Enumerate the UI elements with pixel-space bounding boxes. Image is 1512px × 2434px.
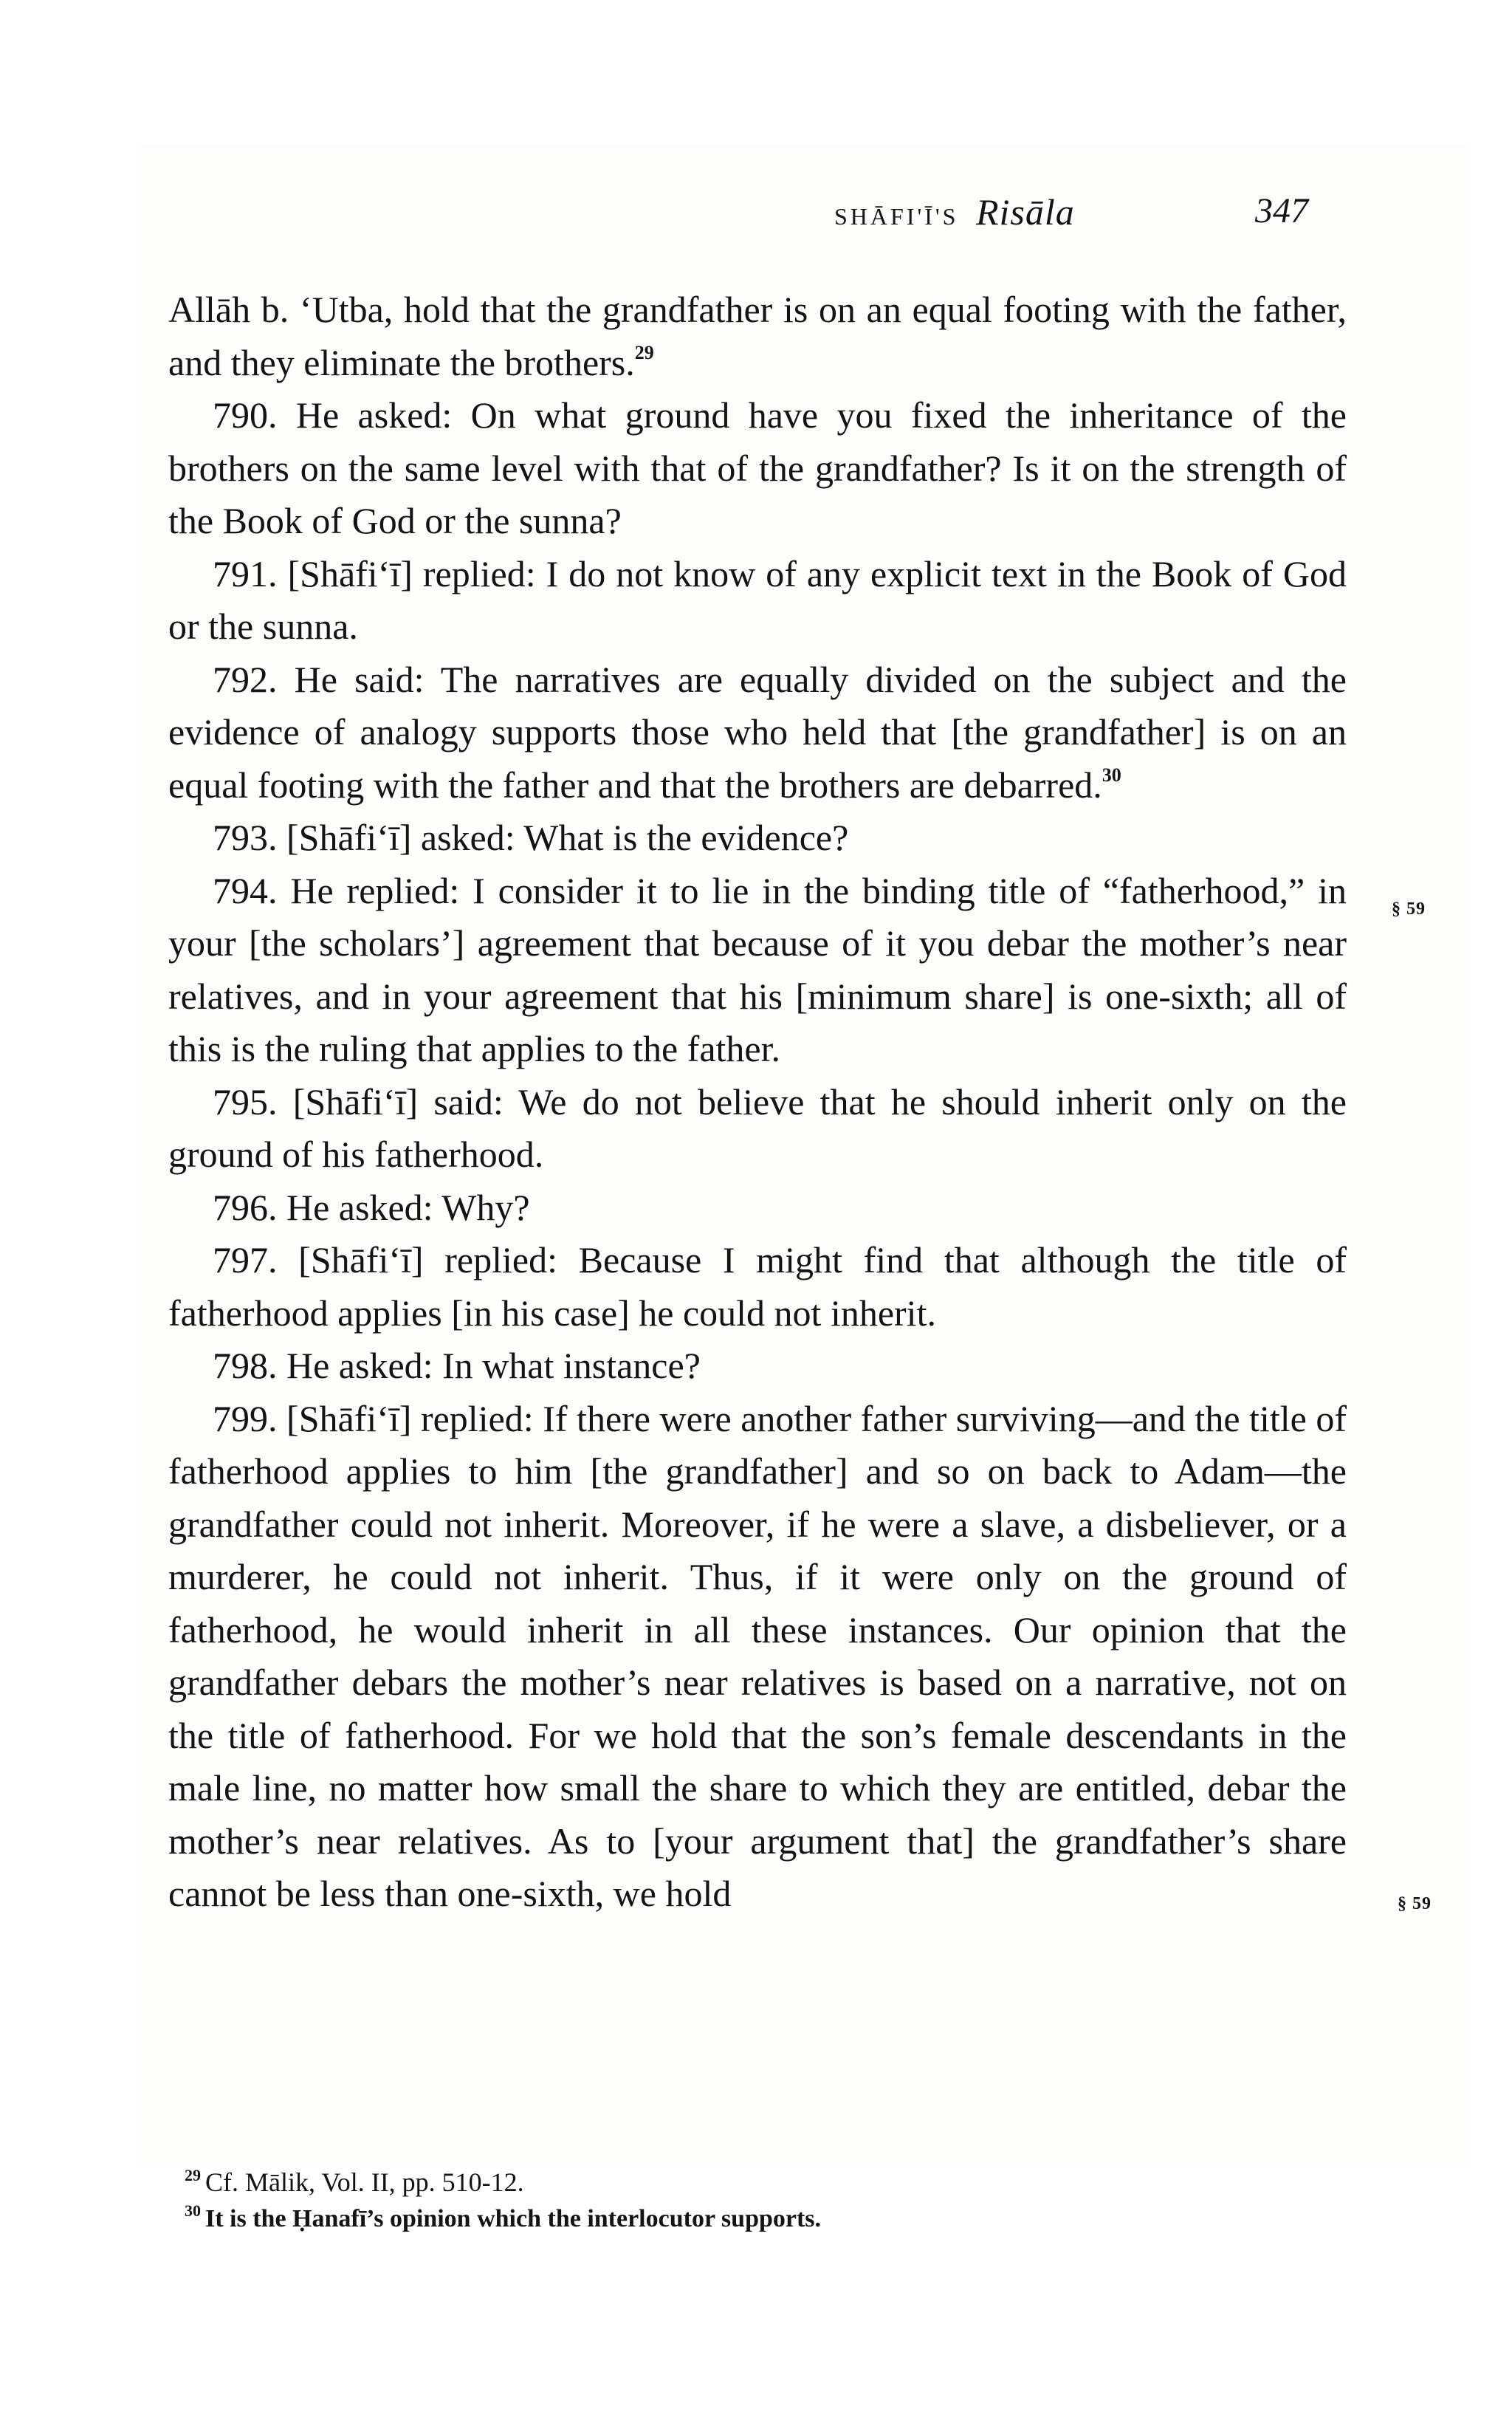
paragraph-794 <box>168 865 1347 1076</box>
running-title-author: SHĀFI'Ī'S <box>834 203 959 230</box>
paragraph-798 <box>168 1340 1347 1393</box>
paragraph-text: 792. He said: The narratives are equally divided on the subject and the evidence of analogy supports those who held that [the grandfather] is on an equal footing with the father and that the brothers are debarred. <box>168 658 1347 806</box>
paragraph-792 <box>168 654 1347 812</box>
paragraph-796 <box>168 1182 1347 1235</box>
paragraph-text: 798. He asked: In what instance? <box>213 1345 701 1386</box>
paragraph-text: Allāh b. ʻUtba, hold that the grandfather is on an equal footing with the father, and they eliminate the brothers. <box>168 289 1347 383</box>
paragraph-text: 799. [Shāfiʻī] replied: If there were another father surviving—and the title of fatherhood applies to him [the grandfather] and so on back to Adam—the grandfather could not inherit. Moreover, if he were a slave, a disbeliever, or a murderer, he could not inherit. Thus, if it were only on the ground of fatherhood, he would inherit in all these instances. Our opinion that the grandfather debars the mother’s near relatives is based on a narrative, not on the title of fatherhood. For we hold that the son’s female descendants in the male line, no matter how small the share to which they are entitled, debar the mother’s near relatives. As to [your argument that] the grandfather’s share cannot be less than one-sixth, we hold <box>168 1397 1347 1914</box>
footnote-30 <box>185 2201 1292 2238</box>
footnote-mark: 30 <box>185 2201 201 2220</box>
running-title <box>834 191 1075 233</box>
footnote-ref-30[interactable]: 30 <box>1102 764 1121 786</box>
paragraph-continuation <box>168 284 1347 389</box>
body-text <box>168 284 1347 1921</box>
paragraph-text: 793. [Shāfiʻī] asked: What is the evidence? <box>213 817 849 858</box>
footnote-text: Cf. Mālik, Vol. II, pp. 510-12. <box>205 2167 524 2197</box>
paragraph-text: 794. He replied: I consider it to lie in the binding title of “fatherhood,” in your [the scholars’] agreement that because of it you debar the mother’s near relatives, and in your agreement that his [minimum share] is one-sixth; all of this is the ruling that applies to the father. <box>168 869 1347 1069</box>
footnotes <box>185 2164 1292 2238</box>
paragraph-text: 795. [Shāfiʻī] said: We do not believe that he should inherit only on the ground of his fatherhood. <box>168 1080 1347 1175</box>
paragraph-text: 790. He asked: On what ground have you fixed the inheritance of the brothers on the same level with that of the grandfather? Is it on the strength of the Book of God or the sunna? <box>168 394 1347 541</box>
paragraph-text: 796. He asked: Why? <box>213 1186 530 1228</box>
paragraph-797 <box>168 1234 1347 1340</box>
running-title-work: Risāla <box>975 191 1075 233</box>
margin-section-note: § 59 <box>1398 1894 1432 1913</box>
page-number: 347 <box>1255 191 1308 230</box>
paragraph-text: 791. [Shāfiʻī] replied: I do not know of any explicit text in the Book of God or the sunna. <box>168 552 1347 647</box>
paragraph-text: 797. [Shāfiʻī] replied: Because I might find that although the title of fatherhood applies [in his case] he could not inherit. <box>168 1239 1347 1334</box>
footnote-mark: 29 <box>185 2166 201 2184</box>
margin-section-note: § 59 <box>1392 899 1426 919</box>
paragraph-793 <box>168 812 1347 865</box>
paragraph-799 <box>168 1393 1347 1921</box>
footnote-29 <box>185 2164 1292 2201</box>
paragraph-791 <box>168 548 1347 654</box>
footnote-text: It is the Ḥanafī’s opinion which the interlocutor supports. <box>205 2205 822 2232</box>
paragraph-795 <box>168 1076 1347 1182</box>
running-header <box>834 191 1351 242</box>
paragraph-790 <box>168 389 1347 548</box>
footnote-ref-29[interactable]: 29 <box>634 341 654 363</box>
